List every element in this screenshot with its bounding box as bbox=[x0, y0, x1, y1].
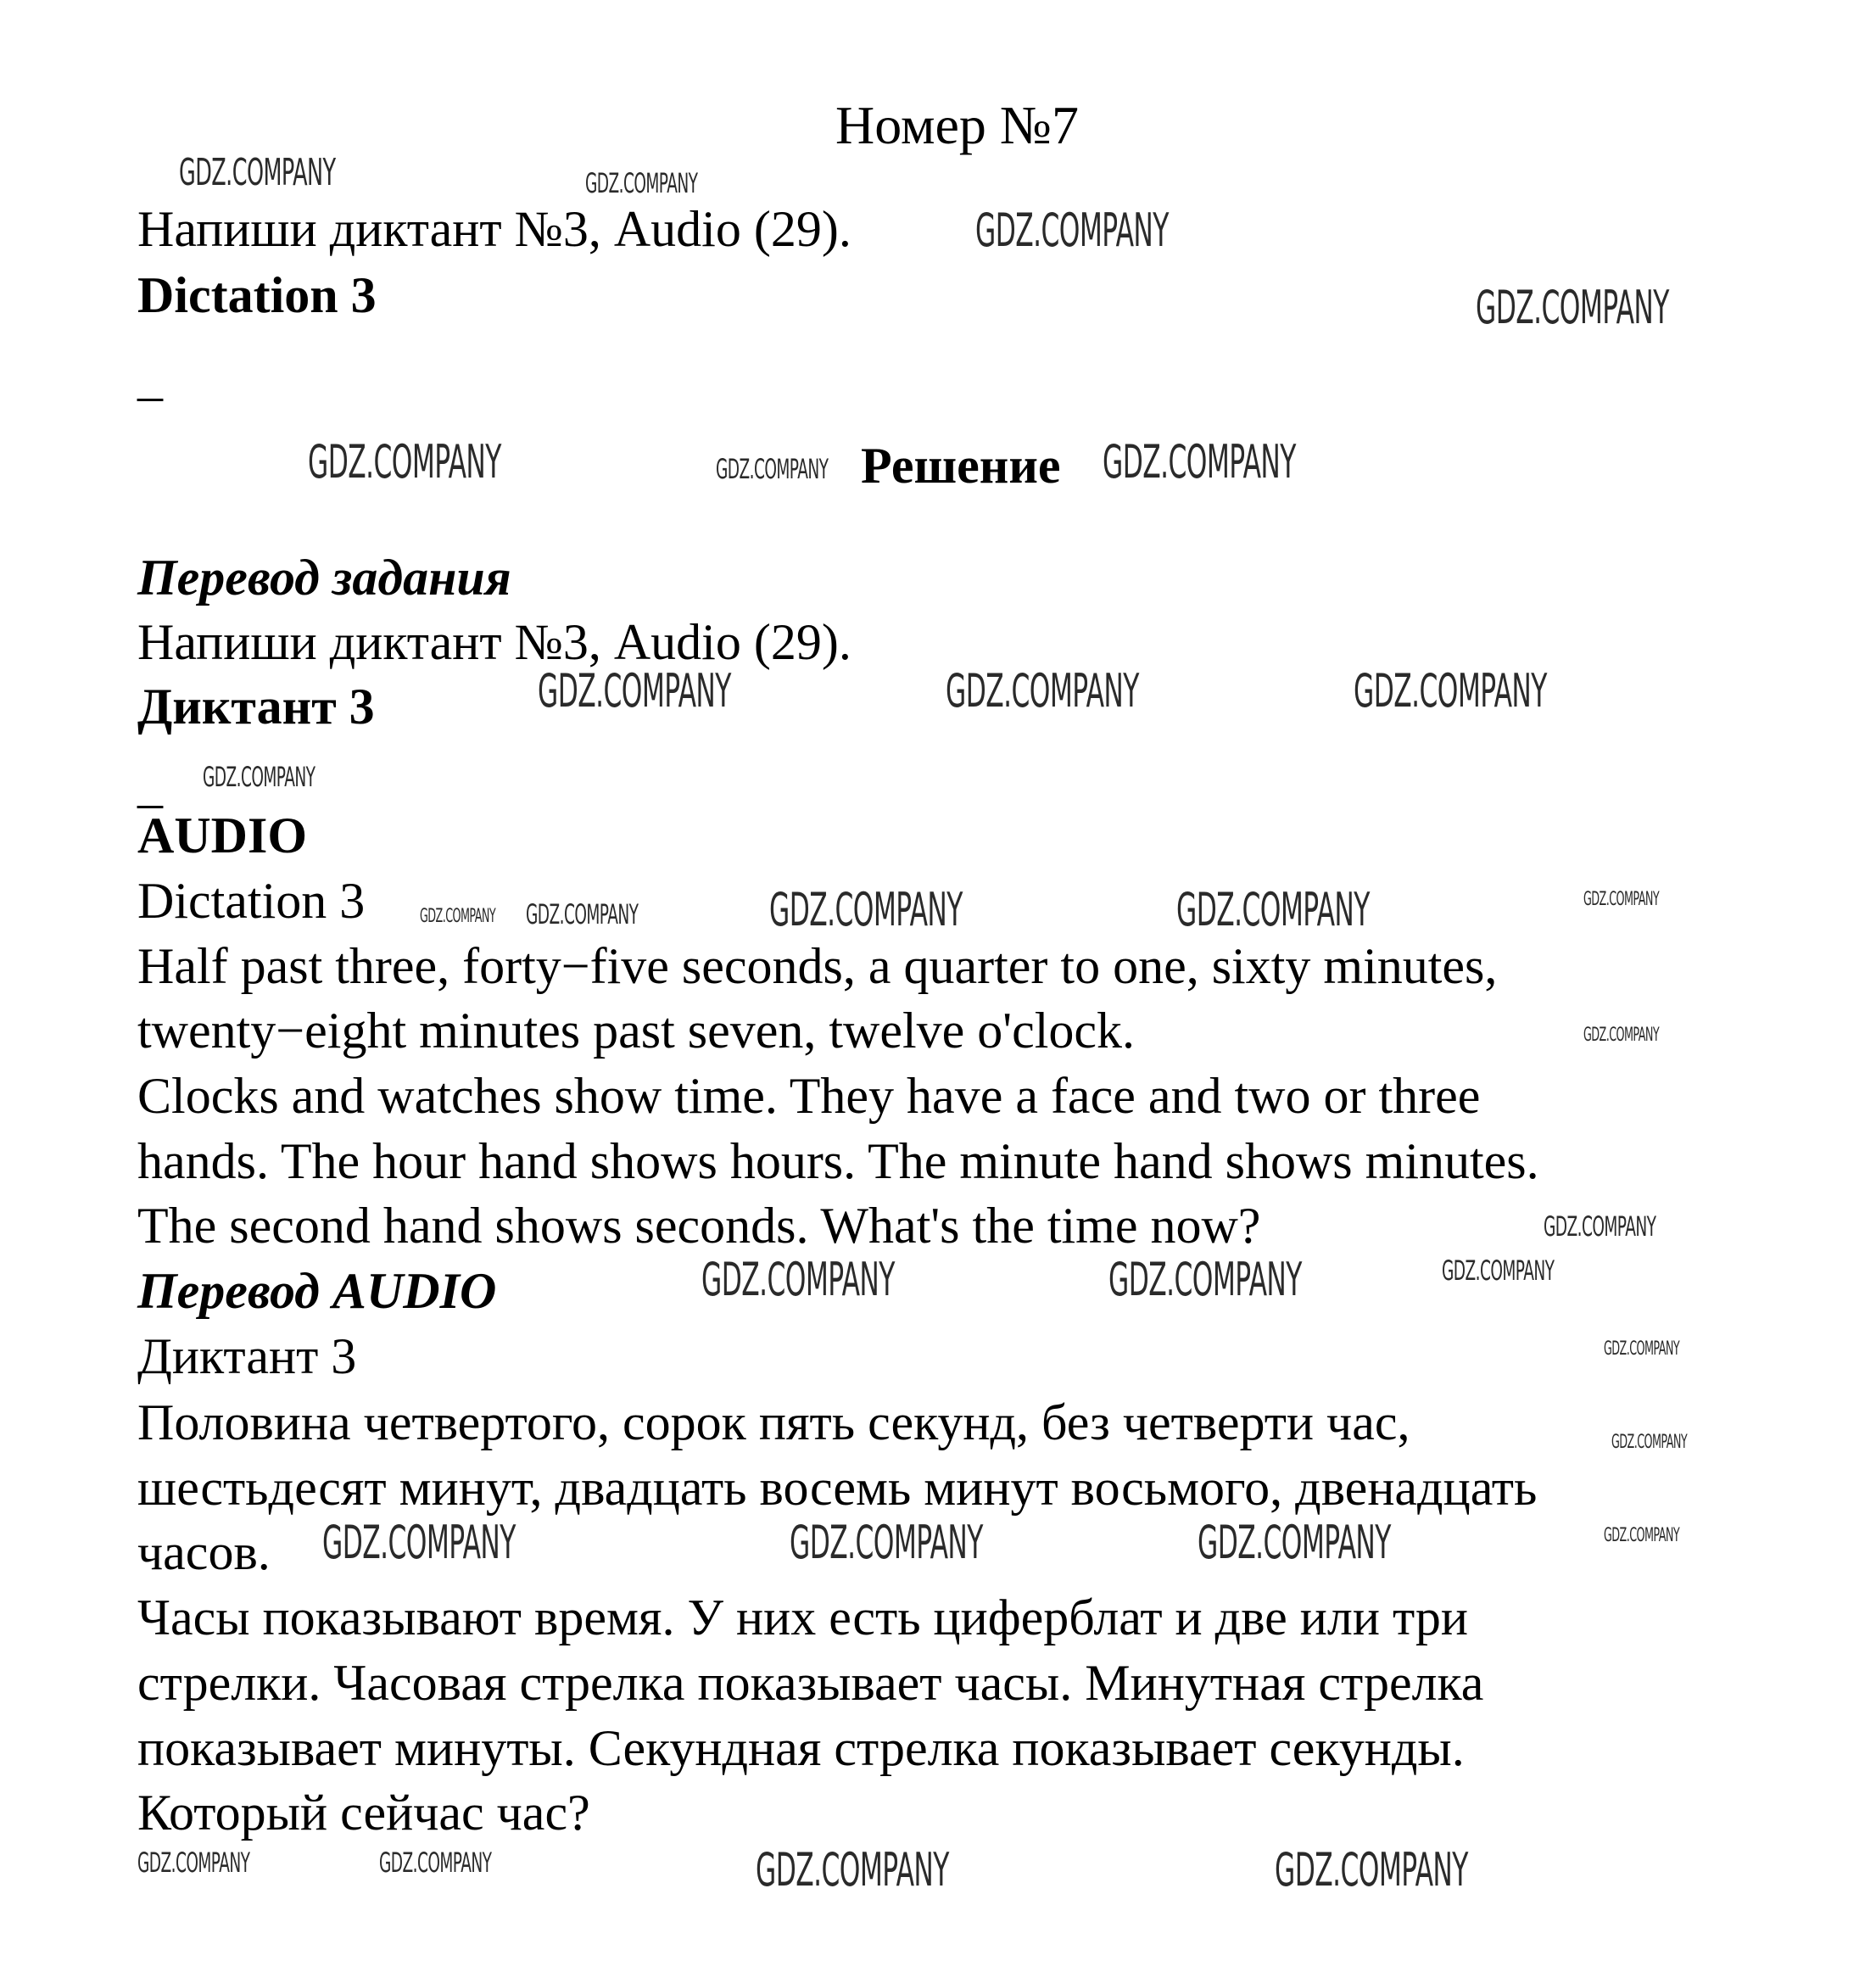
audio-line: The second hand shows seconds. What's the time now? bbox=[137, 1198, 1261, 1254]
audio-line: Half past three, forty−five seconds, a quarter to one, sixty minutes, bbox=[137, 938, 1498, 994]
audio-line: Clocks and watches show time. They have a face and two or three bbox=[137, 1068, 1481, 1124]
watermark: GDZ.COMPANY bbox=[1275, 1843, 1468, 1897]
watermark: GDZ.COMPANY bbox=[701, 1253, 895, 1306]
task-instruction: Напиши диктант №3, Audio (29). bbox=[137, 201, 851, 257]
watermark: GDZ.COMPANY bbox=[756, 1843, 949, 1897]
watermark: GDZ.COMPANY bbox=[1442, 1254, 1555, 1287]
audio-translation-line: Половина четвертого, сорок пять секунд, без четверти час, bbox=[137, 1394, 1410, 1450]
watermark: GDZ.COMPANY bbox=[308, 435, 501, 489]
audio-translation-line: Который сейчас час? bbox=[137, 1785, 590, 1841]
watermark: GDZ.COMPANY bbox=[1103, 435, 1296, 489]
audio-line: hands. The hour hand shows hours. The minute hand shows minutes. bbox=[137, 1133, 1539, 1189]
watermark: GDZ.COMPANY bbox=[975, 204, 1169, 257]
watermark: GDZ.COMPANY bbox=[1476, 281, 1669, 334]
watermark: GDZ.COMPANY bbox=[1604, 1338, 1680, 1360]
watermark: GDZ.COMPANY bbox=[137, 1846, 250, 1879]
translation-instruction: Напиши диктант №3, Audio (29). bbox=[137, 614, 851, 670]
watermark: GDZ.COMPANY bbox=[585, 167, 698, 199]
audio-translation-heading: Перевод AUDIO bbox=[137, 1263, 497, 1319]
watermark: GDZ.COMPANY bbox=[769, 883, 963, 936]
watermark: GDZ.COMPANY bbox=[1108, 1253, 1302, 1306]
watermark: GDZ.COMPANY bbox=[420, 906, 496, 927]
audio-translation-line: шестьдесят минут, двадцать восемь минут восьмого, двенадцать bbox=[137, 1460, 1538, 1516]
task-heading: Dictation 3 bbox=[137, 267, 377, 323]
watermark: GDZ.COMPANY bbox=[322, 1516, 516, 1569]
watermark: GDZ.COMPANY bbox=[1611, 1432, 1688, 1453]
audio-line: twenty−eight minutes past seven, twelve o'clock. bbox=[137, 1003, 1136, 1059]
audio-subheading: Dictation 3 bbox=[137, 873, 366, 929]
audio-heading: AUDIO bbox=[137, 807, 308, 863]
audio-translation-subheading: Диктант 3 bbox=[137, 1328, 357, 1384]
audio-translation-line: Часы показывают время. У них есть циферблат и две или три bbox=[137, 1589, 1469, 1645]
watermark: GDZ.COMPANY bbox=[1176, 883, 1370, 936]
translation-blank: _ bbox=[137, 757, 163, 813]
task-blank: _ bbox=[137, 349, 163, 405]
watermark: GDZ.COMPANY bbox=[946, 664, 1139, 718]
audio-translation-line: показывает минуты. Секундная стрелка показывает секунды. bbox=[137, 1720, 1465, 1776]
watermark: GDZ.COMPANY bbox=[203, 761, 315, 793]
audio-translation-line: часов. bbox=[137, 1524, 271, 1580]
translation-subheading: Диктант 3 bbox=[137, 679, 375, 735]
watermark: GDZ.COMPANY bbox=[538, 664, 731, 718]
watermark: GDZ.COMPANY bbox=[1604, 1525, 1680, 1546]
page-title: Номер №7 bbox=[835, 95, 1079, 155]
solution-label: Решение bbox=[861, 438, 1061, 494]
audio-translation-line: стрелки. Часовая стрелка показывает часы. Минутная стрелка bbox=[137, 1655, 1484, 1711]
watermark: GDZ.COMPANY bbox=[379, 1846, 492, 1879]
watermark: GDZ.COMPANY bbox=[526, 898, 639, 930]
watermark: GDZ.COMPANY bbox=[790, 1516, 983, 1569]
watermark: GDZ.COMPANY bbox=[1198, 1516, 1391, 1569]
watermark: GDZ.COMPANY bbox=[179, 151, 336, 194]
translation-heading: Перевод задания bbox=[137, 550, 511, 606]
watermark: GDZ.COMPANY bbox=[1354, 664, 1547, 718]
watermark: GDZ.COMPANY bbox=[1583, 1025, 1660, 1046]
watermark: GDZ.COMPANY bbox=[1544, 1210, 1656, 1243]
watermark: GDZ.COMPANY bbox=[716, 453, 829, 485]
watermark: GDZ.COMPANY bbox=[1583, 889, 1660, 910]
